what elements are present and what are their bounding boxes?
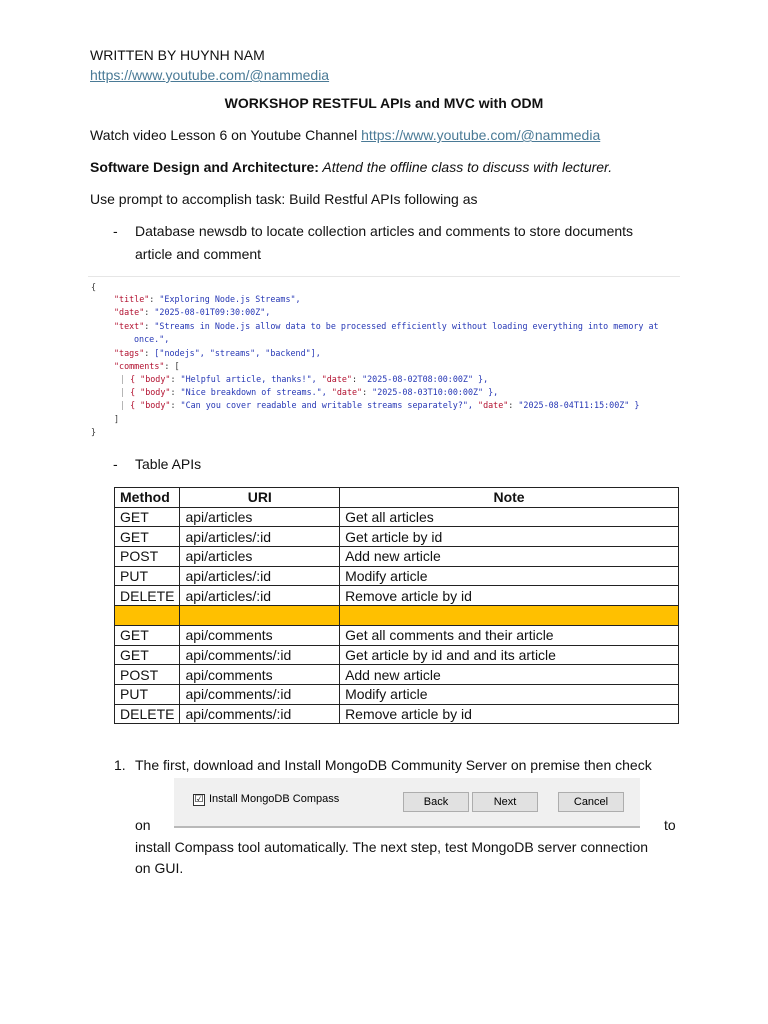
code-value: "Exploring Node.js Streams", <box>159 294 301 304</box>
checkbox-label: Install MongoDB Compass <box>209 793 340 805</box>
code-key: "text" <box>114 321 145 331</box>
table-row <box>115 566 679 586</box>
code-key: "date" <box>478 400 509 410</box>
table-separator-row <box>115 606 679 626</box>
separator-cell <box>115 606 180 626</box>
installer-dialog-snippet <box>174 778 640 828</box>
uri-cell: api/articles <box>180 547 340 567</box>
step1-line1: The first, download and Install MongoDB Community Server on premise then check <box>135 757 652 773</box>
table-row <box>115 507 679 527</box>
separator-cell <box>180 606 340 626</box>
step1-on: on <box>135 817 151 833</box>
bullet2-text: Table APIs <box>135 456 202 472</box>
step1-to: to <box>664 817 676 833</box>
watch-link[interactable]: https://www.youtube.com/@nammedia <box>361 127 601 143</box>
uri-cell: api/articles <box>180 507 340 527</box>
method-cell: POST <box>115 665 180 685</box>
code-key: "title" <box>114 294 150 304</box>
code-line-comments: "comments": [ <box>114 361 180 371</box>
code-bracket-close: ] <box>114 414 120 424</box>
code-value: "2025-08-02T08:00:00Z" }, <box>362 374 489 384</box>
note-cell: Modify article <box>340 566 679 586</box>
note-cell: Get all comments and their article <box>340 625 679 645</box>
note-cell: Remove article by id <box>340 586 679 606</box>
code-line-text: "text": "Streams in Node.js allow data to be processed efficiently without loading everything into memory at <box>114 321 659 331</box>
uri-cell: api/comments <box>180 625 340 645</box>
table-row <box>115 645 679 665</box>
bullet1-line1: Database newsdb to locate collection articles and comments to store documents <box>135 223 634 239</box>
code-line-title: "title": "Exploring Node.js Streams", <box>114 294 301 304</box>
table-row <box>115 547 679 567</box>
table-row <box>115 684 679 704</box>
method-cell: GET <box>115 625 180 645</box>
sda-text: Attend the offline class to discuss with lecturer. <box>318 159 613 175</box>
note-cell: Get article by id and and its article <box>340 645 679 665</box>
method-cell: DELETE <box>115 704 180 724</box>
table-row <box>115 625 679 645</box>
bullet-dash: - <box>113 456 118 472</box>
code-value: "Helpful article, thanks!", <box>180 374 317 384</box>
code-key: "date" <box>321 374 352 384</box>
uri-cell: api/articles/:id <box>180 586 340 606</box>
sda-line <box>90 157 612 177</box>
bullet-dash: - <box>113 223 118 239</box>
author-line: WRITTEN BY HUYNH NAM <box>90 47 265 63</box>
code-line-tags: "tags": ["nodejs", "streams", "backend"], <box>114 348 321 358</box>
table-row <box>115 586 679 606</box>
channel-link[interactable]: https://www.youtube.com/@nammedia <box>90 67 330 83</box>
code-value: "Streams in Node.js allow data to be processed efficiently without loading everything into memory at <box>154 321 659 331</box>
code-key: "tags" <box>114 348 145 358</box>
method-cell: GET <box>115 645 180 665</box>
uri-cell: api/articles/:id <box>180 527 340 547</box>
step1-line3: install Compass tool automatically. The next step, test MongoDB server connection <box>135 839 649 855</box>
api-table <box>114 487 679 724</box>
code-value: "Nice breakdown of streams.", <box>180 387 327 397</box>
step-number: 1. <box>114 757 126 773</box>
prompt-line: Use prompt to accomplish task: Build Restful APIs following as <box>90 191 478 207</box>
watch-text: Watch video Lesson 6 on Youtube Channel <box>90 127 362 143</box>
code-snippet <box>88 276 680 438</box>
code-key: { "body" <box>130 400 171 410</box>
checkbox-icon[interactable]: ☑ <box>194 794 204 805</box>
method-cell: POST <box>115 547 180 567</box>
code-line-comment-1: | { "body": "Helpful article, thanks!", "date": "2025-08-02T08:00:00Z" }, <box>120 374 489 384</box>
uri-cell: api/articles/:id <box>180 566 340 586</box>
code-key: "date" <box>114 307 145 317</box>
note-cell: Get all articles <box>340 507 679 527</box>
step1-line4: on GUI. <box>135 860 184 876</box>
code-key: { "body" <box>130 374 171 384</box>
separator-cell <box>340 606 679 626</box>
code-value: "2025-08-04T11:15:00Z" } <box>518 400 640 410</box>
table-header-row <box>115 488 679 508</box>
cancel-button[interactable]: Cancel <box>558 792 624 812</box>
note-cell: Remove article by id <box>340 704 679 724</box>
header-note: Note <box>340 488 679 508</box>
code-line-comment-2: | { "body": "Nice breakdown of streams.", "date": "2025-08-03T10:00:00Z" }, <box>120 387 499 397</box>
code-value: "Can you cover readable and writable streams separately?", <box>180 400 473 410</box>
code-value: "2025-08-01T09:30:00Z", <box>154 307 271 317</box>
code-brace-open: { <box>91 282 97 292</box>
note-cell: Add new article <box>340 665 679 685</box>
code-key: "comments" <box>114 361 165 371</box>
table-row <box>115 527 679 547</box>
sda-label: Software Design and Architecture: <box>90 159 319 175</box>
code-line-date: "date": "2025-08-01T09:30:00Z", <box>114 307 271 317</box>
watch-line <box>90 125 600 145</box>
uri-cell: api/comments/:id <box>180 645 340 665</box>
code-value: "2025-08-03T10:00:00Z" }, <box>372 387 499 397</box>
method-cell: GET <box>115 527 180 547</box>
code-line-comment-3: | { "body": "Can you cover readable and writable streams separately?", "date": "2025-08-04T11:15:00Z" } <box>120 400 640 410</box>
note-cell: Get article by id <box>340 527 679 547</box>
document-title: WORKSHOP RESTFUL APIs and MVC with ODM <box>224 95 544 111</box>
method-cell: PUT <box>115 684 180 704</box>
header-uri: URI <box>180 488 340 508</box>
table-row <box>115 704 679 724</box>
uri-cell: api/comments <box>180 665 340 685</box>
note-cell: Add new article <box>340 547 679 567</box>
next-button[interactable]: Next <box>472 792 538 812</box>
back-button[interactable]: Back <box>403 792 469 812</box>
method-cell: GET <box>115 507 180 527</box>
uri-cell: api/comments/:id <box>180 684 340 704</box>
uri-cell: api/comments/:id <box>180 704 340 724</box>
code-line-text-cont: once.", <box>134 334 170 344</box>
code-key: { "body" <box>130 387 171 397</box>
method-cell: DELETE <box>115 586 180 606</box>
bullet1-line2: article and comment <box>135 246 262 262</box>
code-brace-close: } <box>91 427 97 437</box>
note-cell: Modify article <box>340 684 679 704</box>
code-bracket: [ <box>174 361 180 371</box>
code-key: "date" <box>331 387 363 397</box>
header-method: Method <box>115 488 180 508</box>
table-row <box>115 665 679 685</box>
code-value: ["nodejs", "streams", "backend"], <box>154 348 321 358</box>
method-cell: PUT <box>115 566 180 586</box>
